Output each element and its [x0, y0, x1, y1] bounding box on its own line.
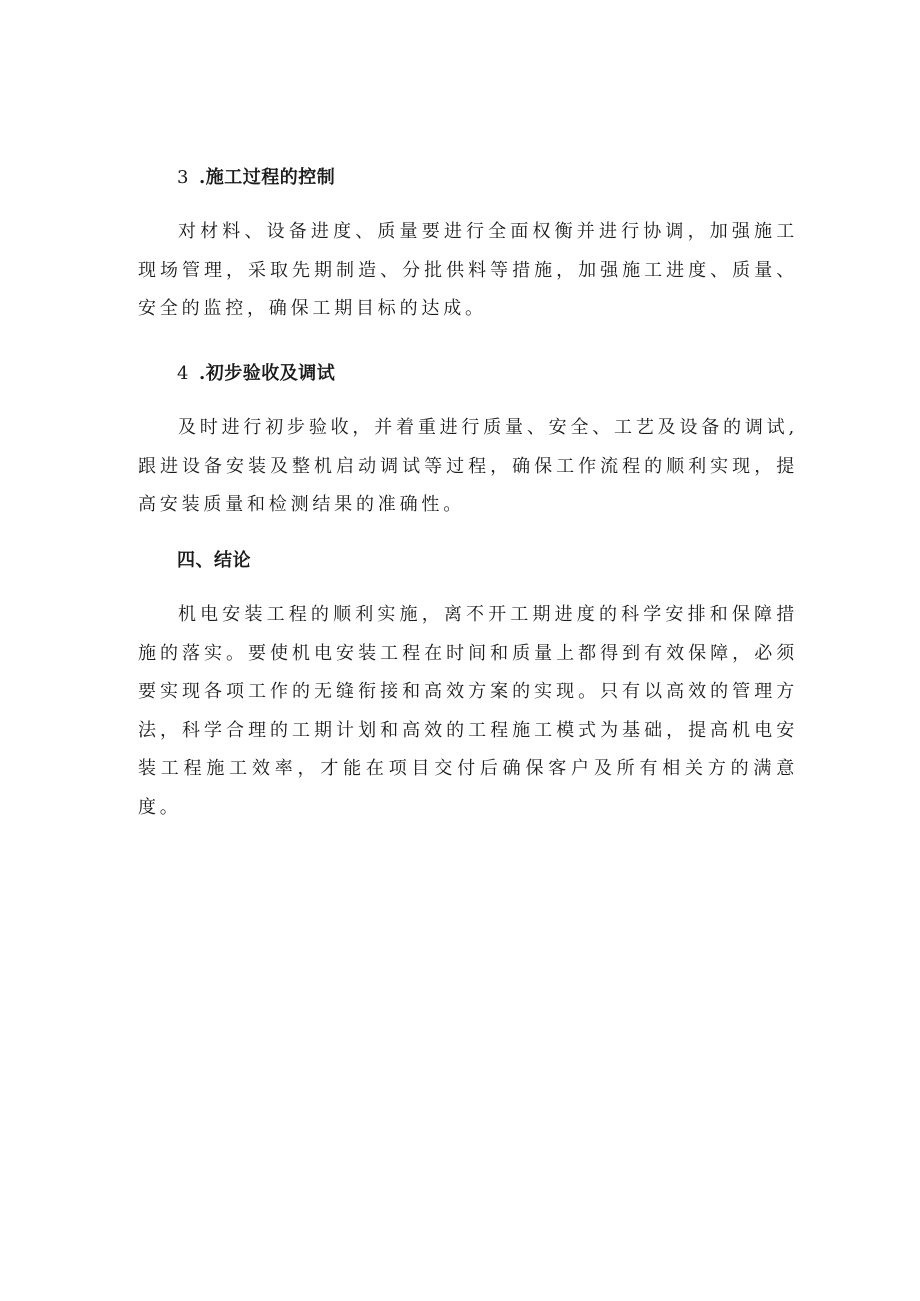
section-heading-conclusion	[177, 549, 251, 573]
section-title: .施工过程的控制	[199, 167, 336, 188]
section-paragraph: 对材料、设备进度、质量要进行全面权衡并进行协调，加强施工现场管理，采取先期制造、分批供料等措施，加强施工进度、质量、安全的监控，确保工期目标的达成。	[138, 221, 798, 319]
section-title: 四、结论	[177, 550, 251, 571]
section-number: 4	[177, 363, 189, 384]
section-paragraph: 机电安装工程的顺利实施，离不开工期进度的科学安排和保障措施的落实。要使机电安装工程在时间和质量上都得到有效保障，必须要实现各项工作的无缝衔接和高效方案的实现。只有以高效的管理方法，科学合理的工期计划和高效的工程施工模式为基础，提高机电安装工程施工效率，才能在项目交付后确保客户及所有相关方的满意度。	[138, 604, 798, 818]
section-paragraph: 及时进行初步验收，并着重进行质量、安全、工艺及设备的调试,跟进设备安装及整机启动调试等过程，确保工作流程的顺利实现，提高安装质量和检测结果的准确性。	[138, 417, 798, 515]
section-heading-acceptance-testing	[177, 362, 335, 386]
section-heading-construction-control	[177, 166, 335, 190]
section-title: .初步验收及调试	[199, 363, 336, 384]
section-number: 3	[177, 167, 189, 188]
